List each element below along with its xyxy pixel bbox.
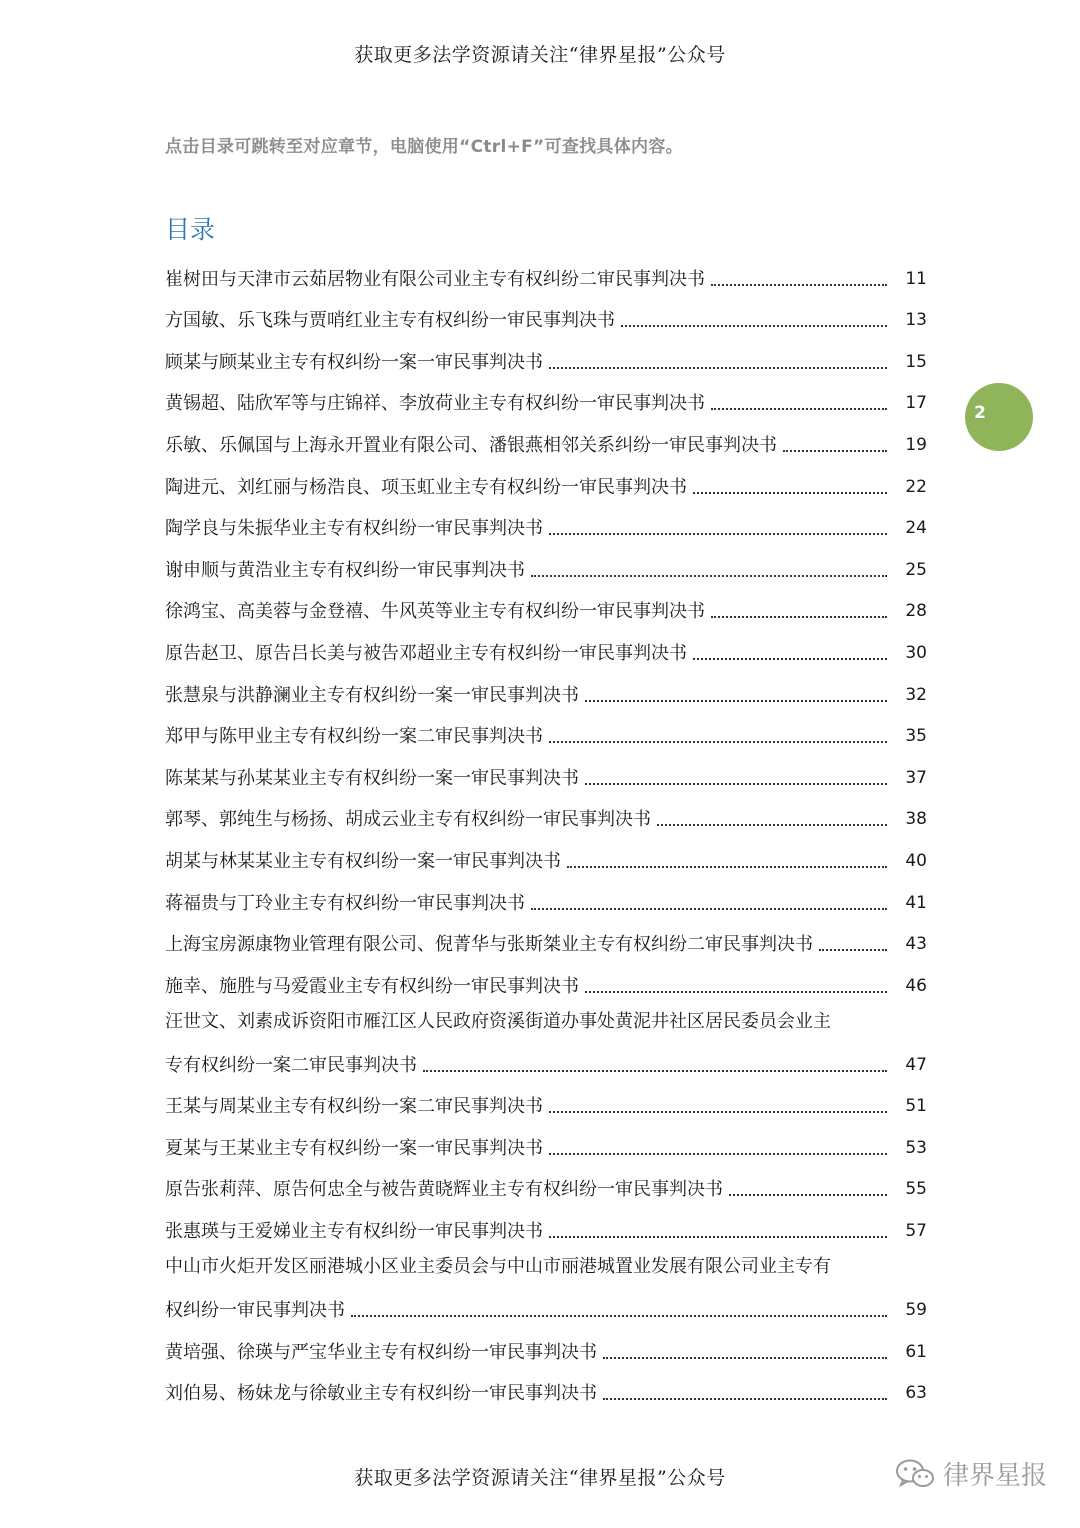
toc-entry-title: 陈某某与孙某某业主专有权纠纷一案一审民事判决书 xyxy=(165,767,579,789)
toc-entry-title: 刘伯易、杨妹龙与徐敏业主专有权纠纷一审民事判决书 xyxy=(165,1383,597,1405)
dot-leader xyxy=(693,492,887,494)
toc-entry[interactable] xyxy=(165,505,927,547)
dot-leader xyxy=(531,575,887,577)
toc-page-number: 41 xyxy=(905,892,927,913)
toc-entry-title: 谢申顺与黄浩业主专有权纠纷一审民事判决书 xyxy=(165,559,525,581)
dot-leader xyxy=(549,367,887,369)
toc-entry-title: 蒋福贵与丁玲业主专有权纠纷一审民事判决书 xyxy=(165,892,525,914)
toc-entry[interactable] xyxy=(165,754,927,796)
toc-page-number: 22 xyxy=(905,476,927,497)
toc-entry[interactable] xyxy=(165,921,927,963)
toc-title: 目录 xyxy=(165,215,216,244)
toc-entry[interactable] xyxy=(165,713,927,755)
toc-entry[interactable] xyxy=(165,338,927,380)
dot-leader xyxy=(423,1070,887,1072)
toc-page-number: 32 xyxy=(905,684,927,705)
page-header: 获取更多法学资源请关注“律界星报”公众号 xyxy=(354,44,726,66)
dot-leader xyxy=(549,741,887,743)
dot-leader xyxy=(549,533,887,535)
toc-page-number: 38 xyxy=(905,809,927,830)
dot-leader xyxy=(351,1315,887,1317)
toc-page-number: 25 xyxy=(905,559,927,580)
toc-entry-title: 陶进元、刘红丽与杨浩良、项玉虹业主专有权纠纷一审民事判决书 xyxy=(165,476,687,498)
toc-entry[interactable] xyxy=(165,879,927,921)
toc-entry-title: 黄锡超、陆欣军等与庄锦祥、李放荷业主专有权纠纷一审民事判决书 xyxy=(165,393,705,415)
toc-entry[interactable] xyxy=(165,380,927,422)
dot-leader xyxy=(585,991,887,993)
dot-leader xyxy=(585,700,887,702)
toc-page-number: 35 xyxy=(905,726,927,747)
page-footer: 获取更多法学资源请关注“律界星报”公众号 xyxy=(354,1467,726,1489)
dot-leader xyxy=(729,1194,887,1196)
toc-page-number: 57 xyxy=(905,1221,927,1242)
toc-page-number: 55 xyxy=(905,1179,927,1200)
dot-leader xyxy=(531,908,887,910)
toc-page-number: 15 xyxy=(905,351,927,372)
toc-entry-title: 胡某与林某某业主专有权纠纷一案一审民事判决书 xyxy=(165,850,561,872)
toc-entry[interactable] xyxy=(165,1124,927,1166)
toc-entry[interactable] xyxy=(165,1166,927,1208)
toc-page-number: 47 xyxy=(905,1054,927,1075)
toc-entry[interactable] xyxy=(165,796,927,838)
toc-entry-title-continued: 专有权纠纷一案二审民事判决书 xyxy=(165,1054,417,1076)
dot-leader xyxy=(549,1153,887,1155)
toc-entry[interactable] xyxy=(165,1370,927,1412)
toc-entry-title: 方国敏、乐飞珠与贾哨红业主专有权纠纷一审民事判决书 xyxy=(165,310,615,332)
toc-entry-title: 王某与周某业主专有权纠纷一案二审民事判决书 xyxy=(165,1096,543,1118)
dot-leader xyxy=(657,824,887,826)
dot-leader xyxy=(621,325,887,327)
toc-entry-title: 夏某与王某业主专有权纠纷一案一审民事判决书 xyxy=(165,1137,543,1159)
dot-leader xyxy=(567,866,887,868)
toc-entry-title: 汪世文、刘素成诉资阳市雁江区人民政府资溪街道办事处黄泥井社区居民委员会业主 xyxy=(165,1010,831,1032)
toc-entry-title: 郑甲与陈甲业主专有权纠纷一案二审民事判决书 xyxy=(165,726,543,748)
toc-entry-title: 上海宝房源康物业管理有限公司、倪菁华与张斯桀业主专有权纠纷二审民事判决书 xyxy=(165,934,813,956)
dot-leader xyxy=(549,1236,887,1238)
toc-entry-title: 崔树田与天津市云茹居物业有限公司业主专有权纠纷二审民事判决书 xyxy=(165,268,705,290)
dot-leader xyxy=(819,949,887,951)
watermark xyxy=(895,1455,1047,1492)
toc-entry[interactable] xyxy=(165,255,927,297)
toc-entry-title: 中山市火炬开发区丽港城小区业主委员会与中山市丽港城置业发展有限公司业主专有 xyxy=(165,1256,831,1278)
table-of-contents xyxy=(165,255,927,1411)
toc-entry[interactable] xyxy=(165,1328,927,1370)
toc-entry-title: 原告赵卫、原告吕长美与被告邓超业主专有权纠纷一审民事判决书 xyxy=(165,642,687,664)
toc-page-number: 19 xyxy=(905,434,927,455)
dot-leader xyxy=(711,616,887,618)
toc-entry-title: 郭琴、郭纯生与杨扬、胡成云业主专有权纠纷一审民事判决书 xyxy=(165,809,651,831)
toc-entry[interactable] xyxy=(165,1083,927,1125)
toc-page-number: 59 xyxy=(905,1300,927,1321)
dot-leader xyxy=(693,658,887,660)
toc-entry-title: 张惠瑛与王爱娣业主专有权纠纷一审民事判决书 xyxy=(165,1221,543,1243)
toc-page-number: 28 xyxy=(905,601,927,622)
toc-entry-title: 顾某与顾某业主专有权纠纷一案一审民事判决书 xyxy=(165,351,543,373)
toc-entry[interactable] xyxy=(165,962,927,1004)
dot-leader xyxy=(603,1357,887,1359)
dot-leader xyxy=(549,1111,887,1113)
toc-page-number: 63 xyxy=(905,1383,927,1404)
toc-page-number: 61 xyxy=(905,1341,927,1362)
toc-page-number: 53 xyxy=(905,1137,927,1158)
toc-page-number: 13 xyxy=(905,310,927,331)
toc-entry[interactable] xyxy=(165,588,927,630)
page-number: 2 xyxy=(974,403,986,423)
toc-page-number: 30 xyxy=(905,642,927,663)
toc-entry-title: 徐鸿宝、高美蓉与金登禧、牛风英等业主专有权纠纷一审民事判决书 xyxy=(165,601,705,623)
toc-page-number: 40 xyxy=(905,850,927,871)
wechat-icon xyxy=(895,1458,935,1490)
toc-entry-title: 张慧泉与洪静澜业主专有权纠纷一案一审民事判决书 xyxy=(165,684,579,706)
navigation-hint: 点击目录可跳转至对应章节，电脑使用“Ctrl+F”可查找具体内容。 xyxy=(165,137,683,157)
toc-page-number: 24 xyxy=(905,518,927,539)
toc-entry-title: 原告张莉萍、原告何忠全与被告黄晓辉业主专有权纠纷一审民事判决书 xyxy=(165,1179,723,1201)
dot-leader xyxy=(711,284,887,286)
toc-page-number: 43 xyxy=(905,934,927,955)
toc-entry[interactable] xyxy=(165,421,927,463)
toc-page-number: 37 xyxy=(905,767,927,788)
page-number-badge xyxy=(965,383,1033,451)
toc-entry[interactable] xyxy=(165,671,927,713)
toc-entry[interactable] xyxy=(165,1004,927,1083)
toc-entry[interactable] xyxy=(165,297,927,339)
toc-page-number: 17 xyxy=(905,393,927,414)
dot-leader xyxy=(603,1398,887,1400)
toc-page-number: 51 xyxy=(905,1096,927,1117)
toc-entry[interactable] xyxy=(165,546,927,588)
toc-entry[interactable] xyxy=(165,463,927,505)
toc-page-number: 46 xyxy=(905,975,927,996)
toc-entry-title: 乐敏、乐佩国与上海永开置业有限公司、潘银燕相邻关系纠纷一审民事判决书 xyxy=(165,434,777,456)
toc-entry-title: 黄培强、徐瑛与严宝华业主专有权纠纷一审民事判决书 xyxy=(165,1341,597,1363)
dot-leader xyxy=(585,783,887,785)
toc-entry-title: 陶学良与朱振华业主专有权纠纷一审民事判决书 xyxy=(165,518,543,540)
dot-leader xyxy=(711,408,887,410)
toc-entry[interactable] xyxy=(165,1207,927,1249)
dot-leader xyxy=(783,450,887,452)
toc-entry[interactable] xyxy=(165,629,927,671)
toc-entry[interactable] xyxy=(165,1249,927,1328)
toc-page-number: 11 xyxy=(905,268,927,289)
toc-entry-title-continued: 权纠纷一审民事判决书 xyxy=(165,1300,345,1322)
toc-entry-title: 施幸、施胜与马爱霞业主专有权纠纷一审民事判决书 xyxy=(165,975,579,997)
watermark-text: 律界星报 xyxy=(943,1461,1048,1491)
toc-entry[interactable] xyxy=(165,837,927,879)
